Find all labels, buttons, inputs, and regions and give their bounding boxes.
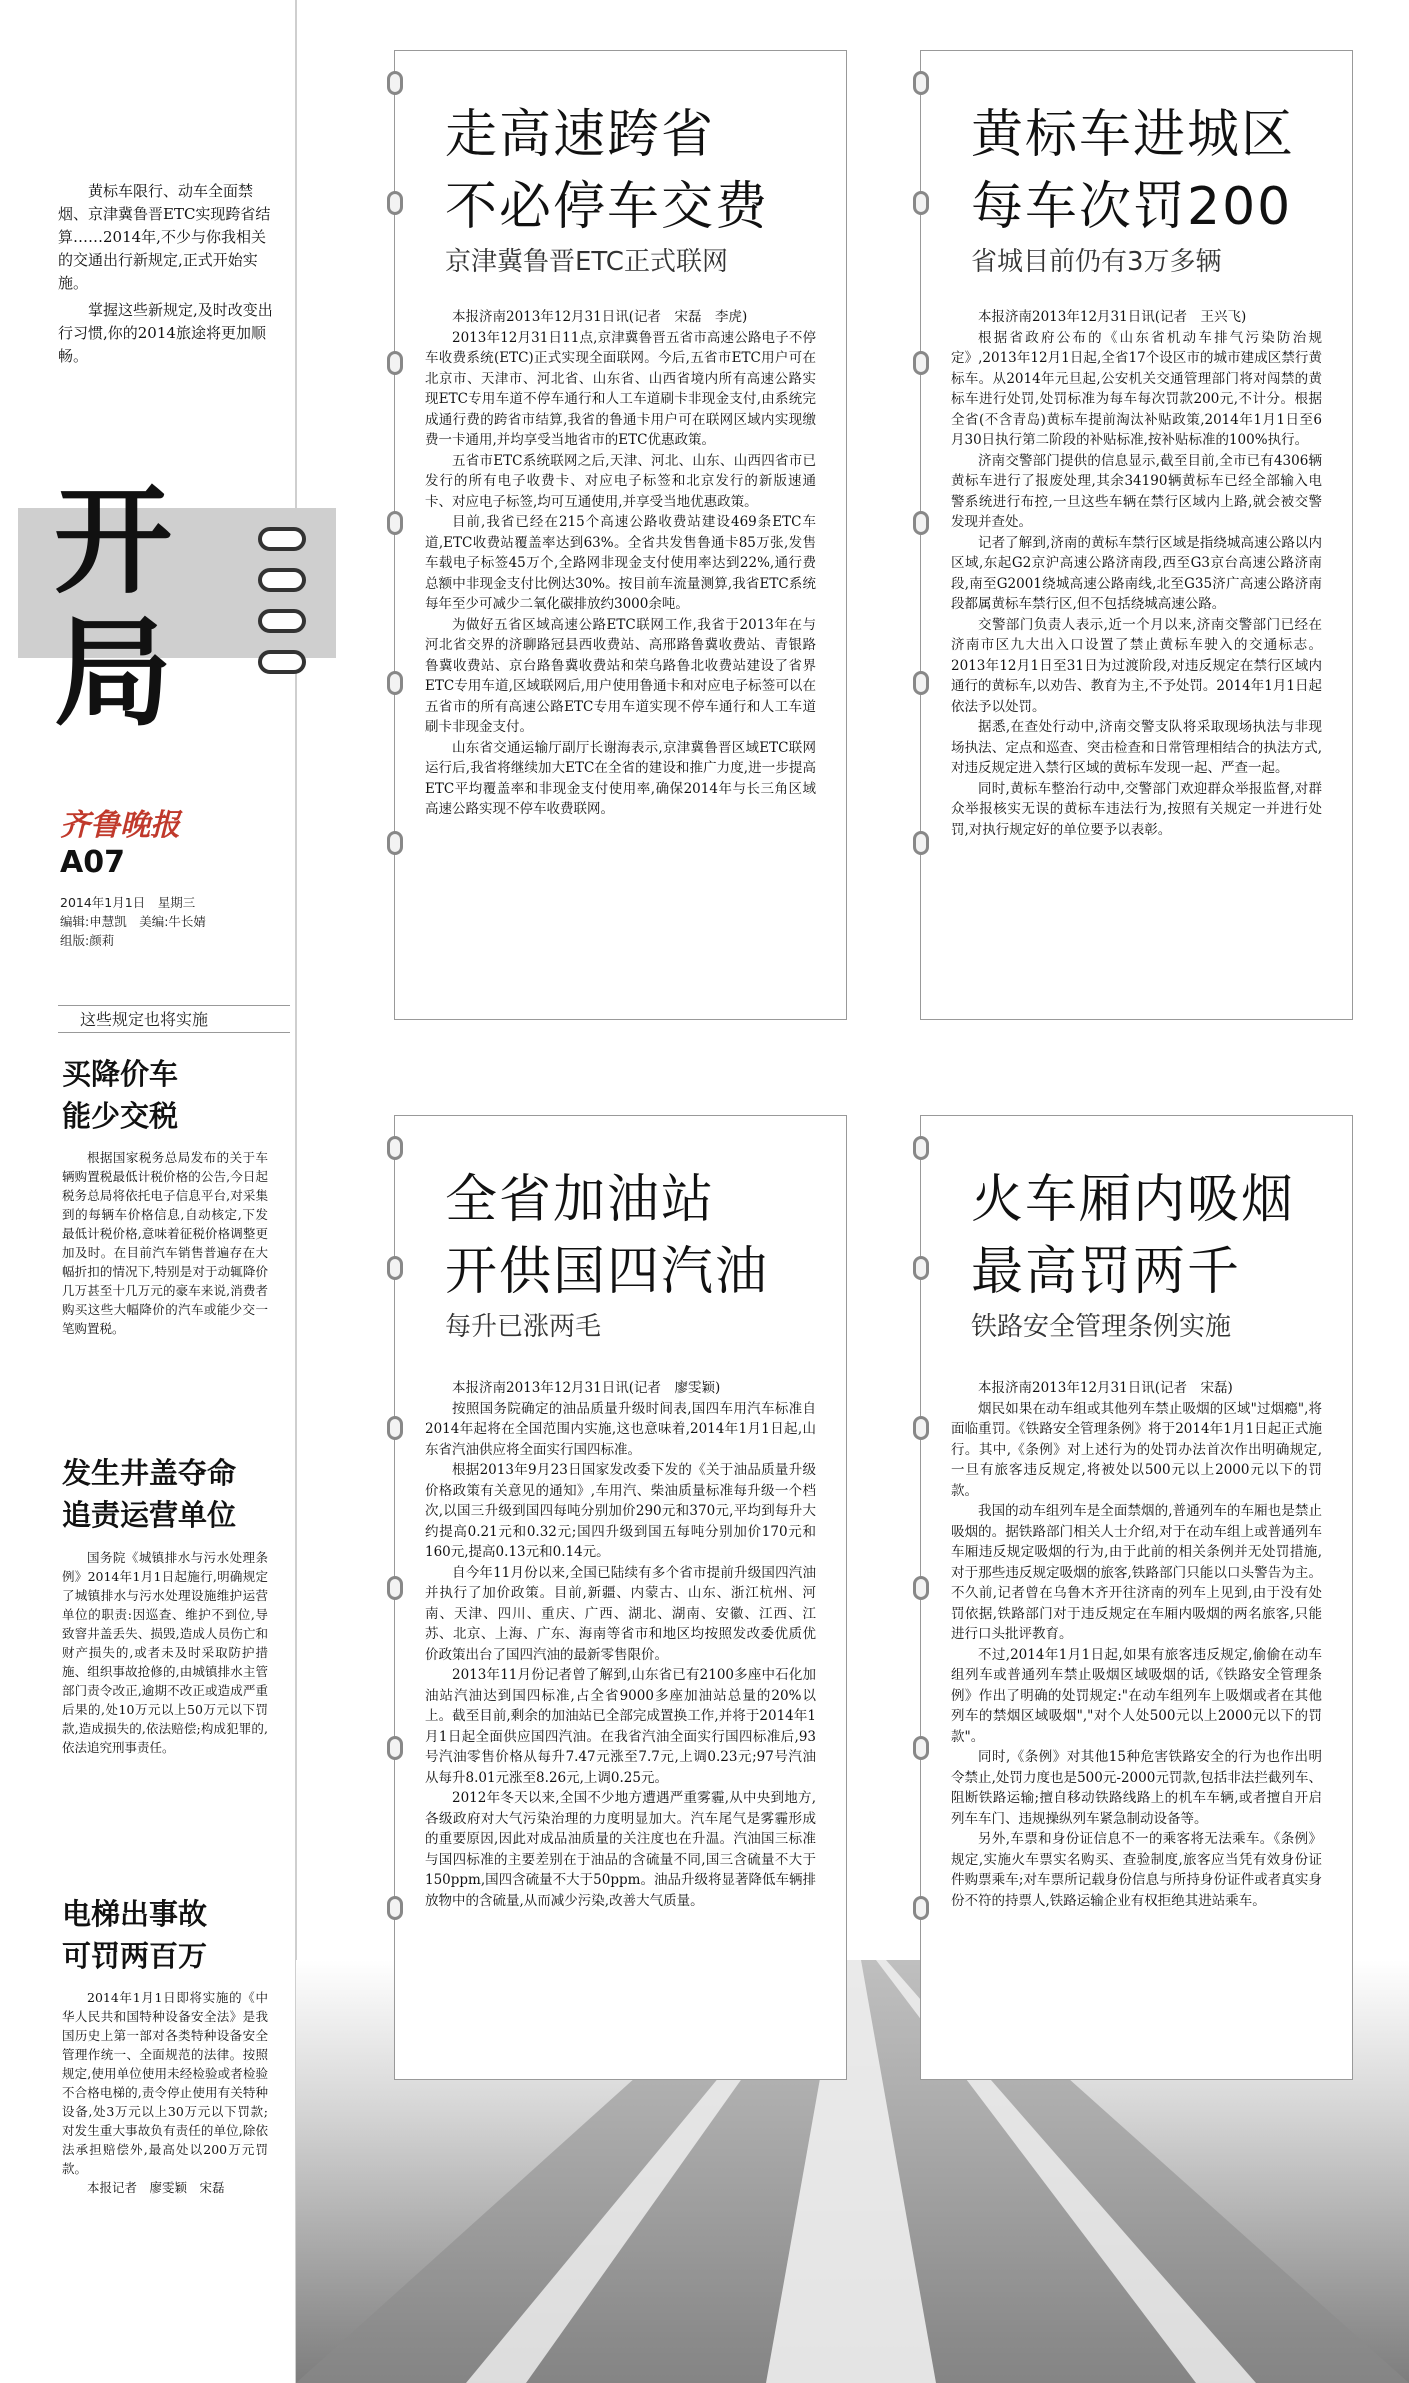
article-subtitle: 铁路安全管理条例实施 (971, 1312, 1232, 1342)
side-item-title-line: 发生井盖夺命 (62, 1456, 237, 1490)
binder-ring-icon (913, 1576, 929, 1600)
side-item-paragraph: 国务院《城镇排水与污水处理条例》2014年1月1日起施行,明确规定了城镇排水与污水处理设施维护运营单位的职责:因巡查、维护不到位,导致窨井盖丢失、损毁,造成人员伤亡和财产损失的,或者未及时采取防护措施、组织事故抢修的,由城镇排水主管部门责令改正,逾期不改正或造成严重后果的,处10万元以上50万元以下罚款,造成损失的,依法赔偿;构成犯罪的,依法追究刑事责任。 (62, 1550, 268, 1755)
binder-ring-icon (258, 527, 306, 551)
article-byline: 本报济南2013年12月31日讯(记者 王兴飞) (978, 309, 1247, 325)
page-code: A07 (60, 845, 125, 880)
article-subtitle: 省城目前仍有3万多辆 (971, 247, 1222, 277)
binder-ring-icon (913, 191, 929, 215)
binder-ring-icon (387, 511, 403, 535)
article-paragraph: 据悉,在查处行动中,济南交警支队将采取现场执法与非现场执法、定点和巡查、突击检查和日常管理相结合的执法方式,对违反规定进入禁行区域的黄标车发现一起、严查一起。 (951, 719, 1322, 776)
article-body (425, 307, 816, 820)
article-paragraph: 五省市ETC系统联网之后,天津、河北、山东、山西四省市已发行的所有电子收费卡、对应电子标签和北京发行的新版速通卡、对应电子标签,均可互通使用,并享受当地优惠政策。 (425, 452, 816, 510)
article-paragraph: 根据省政府公布的《山东省机动车排气污染防治规定》,2013年12月1日起,全省17个设区市的城市建成区禁行黄标车。从2014年元旦起,公安机关交通管理部门将对闯禁的黄标车进行处罚,处罚标准为每车每次罚款200元,不计分。根据全省(不含青岛)黄标车提前淘汰补贴政策,2014年1月1日至6月30日执行第二阶段的补贴标准,按补贴标准的100%执行。 (951, 329, 1322, 448)
article-title-line: 不必停车交费 (445, 177, 770, 237)
article-paragraph: 我国的动车组列车是全面禁烟的,普通列车的车厢也是禁止吸烟的。据铁路部门相关人士介绍,对于在动车组上或普通列车车厢违反规定吸烟的行为,由于此前的相关条例并无处罚措施,对于那些违反规定吸烟的旅客,铁路部门只能以口头警告为主。不久前,记者曾在乌鲁木齐开往济南的列车上见到,由于没有处罚依据,铁路部门对于违反规定在车厢内吸烟的两名旅客,只能进行口头批评教育。 (951, 1503, 1322, 1642)
side-item-title (62, 1893, 207, 1977)
article-paragraph: 自今年11月份以来,全国已陆续有多个省市提前升级国四汽油并执行了加价政策。目前,新疆、内蒙古、山东、浙江杭州、河南、天津、四川、重庆、广西、湖北、湖南、安徽、江西、江苏、北京、上海、广东、海南等省市和地区均按照发改委优质优价政策出台了国四汽油的最新零售限价。 (425, 1564, 816, 1663)
article-paragraph: 目前,我省已经在215个高速公路收费站建设469条ETC车道,ETC收费站覆盖率达到63%。全省共发售鲁通卡85万张,发售车载电子标签45万个,全路网非现金支付使用率达到22%,通行费总额中非现金支付比例达30%。按目前车流量测算,我省ETC系统每年至少可减少二氧化碳排放约3000余吨。 (425, 514, 816, 612)
article-paragraph: 山东省交通运输厅副厅长谢海表示,京津冀鲁晋区域ETC联网运行后,我省将继续加大ETC在全省的建设和推广力度,进一步提高ETC平均覆盖率和非现金支付使用率,确保2014年与长三角区域高速公路实现不停车收费联网。 (425, 739, 816, 817)
notice-header: 这些规定也将实施 (58, 1005, 290, 1033)
article-title-line: 最高罚两千 (971, 1242, 1242, 1302)
article-paragraph: 不过,2014年1月1日起,如果有旅客违反规定,偷偷在动车组列车或普通列车禁止吸烟区域吸烟的话,《铁路安全管理条例》作出了明确的处罚规定:"在动车组列车上吸烟或者在其他列车的禁烟区域吸烟","对个人处500元以上2000元以下的罚款"。 (951, 1646, 1322, 1745)
side-item-title-line: 追责运营单位 (62, 1498, 237, 1532)
editor-line: 编辑:申慧凯 美编:牛长婧 (60, 914, 206, 929)
binder-ring-icon (387, 671, 403, 695)
article-title (971, 99, 1295, 243)
date-line: 2014年1月1日 星期三 (60, 895, 196, 910)
binder-ring-icon (387, 71, 403, 95)
proof-line: 组版:颜莉 (60, 933, 115, 948)
article-byline: 本报济南2013年12月31日讯(记者 宋磊 李虎) (452, 309, 748, 325)
article-byline: 本报济南2013年12月31日讯(记者 宋磊) (978, 1380, 1233, 1396)
article-subtitle: 每升已涨两毛 (445, 1312, 602, 1342)
side-item-byline: 本报记者 廖雯颖 宋磊 (87, 2180, 225, 2195)
binder-ring-icon (387, 1576, 403, 1600)
side-item-title-line: 能少交税 (62, 1099, 179, 1133)
article-paragraph: 为做好五省区域高速公路ETC联网工作,我省于2013年在与河北省交界的济聊路冠县西收费站、高邢路鲁冀收费站、青银路鲁冀收费站、京台路鲁冀收费站和荣乌路鲁北收费站建设了省界ETC专用车道,区域联网后,用户使用鲁通卡和对应电子标签可以在五省市的所有高速公路ETC专用车道实现不停车通行和人工车道刷卡非现金支付。 (425, 616, 816, 735)
binder-ring-icon (913, 1736, 929, 1760)
binder-ring-icon (387, 1136, 403, 1160)
binder-ring-icon (387, 351, 403, 375)
article-paragraph: 济南交警部门提供的信息显示,截至目前,全市已有4306辆黄标车进行了报废处理,其余34190辆黄标车已经全部输入电警系统进行布控,一旦这些车辆在禁行区域内上路,就会被交警发现并查处。 (951, 452, 1322, 530)
intro-text (58, 180, 280, 372)
article-body (425, 1378, 816, 1911)
binder-ring-icon (913, 1256, 929, 1280)
article-title (445, 99, 769, 243)
side-item-title (62, 1452, 236, 1536)
article-title-line: 黄标车进城区 (971, 105, 1296, 165)
binder-ring-icon (387, 1896, 403, 1920)
article-paragraph: 记者了解到,济南的黄标车禁行区域是指绕城高速公路以内区域,东起G2京沪高速公路济南段,西至G3京台高速公路济南段,南至G2001绕城高速公路南线,北至G35济广高速公路济南段都属黄标车禁行区,但不包括绕城高速公路。 (951, 534, 1322, 612)
binder-ring-icon (258, 568, 306, 592)
binder-ring-icon (913, 1896, 929, 1920)
intro-paragraph: 黄标车限行、动车全面禁烟、京津冀鲁晋ETC实现跨省结算……2014年,不少与你我相关的交通出行新规定,正式开始实施。 (58, 182, 271, 292)
binder-ring-icon (387, 831, 403, 855)
article-paragraph: 另外,车票和身份证信息不一的乘客将无法乘车。《条例》规定,实施火车票实名购买、查验制度,旅客应当凭有效身份证件购票乘车;对车票所记载身份信息与所持身份证件或者真实身份不符的持票人,铁路运输企业有权拒绝其进站乘车。 (951, 1831, 1322, 1909)
article-title-line: 每车次罚200 (971, 177, 1293, 237)
article-paragraph: 2012年冬天以来,全国不少地方遭遇严重雾霾,从中央到地方,各级政府对大气污染治理的力度明显加大。汽车尾气是雾霾形成的重要原因,因此对成品油质量的关注度也在升温。汽油国三标准与国四标准的主要差别在于油品的含硫量不同,国三含硫量不大于150ppm,国四含硫量不大于50ppm。油品升级将显著降低车辆排放物中的含硫量,从而减少污染,改善大气质量。 (425, 1790, 816, 1909)
article-card (920, 1115, 1353, 2080)
article-card (394, 1115, 847, 2080)
article-paragraph: 根据2013年9月23日国家发改委下发的《关于油品质量升级价格政策有关意见的通知》,车用汽、柴油质量标准每升级一个档次,以国三升级到国四每吨分别加价290元和370元,平均到每升大约提高0.21元和0.32元;国四升级到国五每吨分别加价170元和160元,提高0.13元和0.14元。 (425, 1462, 816, 1560)
binder-ring-icon (913, 1136, 929, 1160)
binder-ring-icon (913, 351, 929, 375)
page-meta (60, 893, 290, 950)
article-paragraph: 同时,《条例》对其他15种危害铁路安全的行为也作出明令禁止,处罚力度也是500元-2000元罚款,包括非法拦截列车、阻断铁路运输;擅自移动铁路线路上的机车车辆,或者擅自开启列车车门、违规操纵列车紧急制动设备等。 (951, 1749, 1322, 1827)
article-paragraph: 交警部门负责人表示,近一个月以来,济南交警部门已经在济南市区九大出入口设置了禁止黄标车驶入的交通标志。2013年12月1日至31日为过渡阶段,对违反规定在禁行区域内通行的黄标车,以劝告、教育为主,不予处罚。2014年1月1日起依法予以处罚。 (951, 616, 1322, 715)
binder-ring-icon (387, 1736, 403, 1760)
binder-ring-icon (913, 511, 929, 535)
article-byline: 本报济南2013年12月31日讯(记者 廖雯颖) (452, 1380, 721, 1396)
side-item-body (62, 1988, 268, 2197)
article-title (445, 1164, 769, 1308)
binder-ring-icon (387, 191, 403, 215)
binder-ring-icon (258, 609, 306, 633)
side-item-title-line: 可罚两百万 (62, 1939, 208, 1973)
article-paragraph: 2013年12月31日11点,京津冀鲁晋五省市高速公路电子不停车收费系统(ETC)正式实现全面联网。今后,五省市ETC用户可在北京市、天津市、河北省、山东省、山西省境内所有高速公路实现ETC专用车道不停车通行和人工车道刷卡非现金支付,由系统完成通行费的跨省市结算,我省的鲁通卡用户可在联网区域内实现缴费一卡通用,并均享受当地省市的ETC优惠政策。 (425, 329, 816, 448)
side-item-paragraph: 2014年1月1日即将实施的《中华人民共和国特种设备安全法》是我国历史上第一部对各类特种设备安全管理作统一、全面规范的法律。按照规定,使用单位使用未经检验或者检验不合格电梯的,责令停止使用有关特种设备,处3万元以上30万元以下罚款;对发生重大事故负有责任的单位,除依法承担赔偿外,最高处以200万元罚款。 (62, 1990, 268, 2176)
article-body (951, 307, 1322, 840)
intro-paragraph: 掌握这些新规定,及时改变出行习惯,你的2014旅途将更加顺畅。 (58, 301, 273, 365)
side-item-body (62, 1148, 268, 1338)
binder-ring-icon (387, 1256, 403, 1280)
article-body (951, 1378, 1322, 1911)
side-item-title-line: 买降价车 (62, 1057, 179, 1091)
article-title-line: 火车厢内吸烟 (971, 1170, 1296, 1230)
binder-ring-icon (913, 1416, 929, 1440)
article-card (920, 50, 1353, 1020)
section-masthead: 开局 (54, 471, 169, 742)
article-paragraph: 烟民如果在动车组或其他列车禁止吸烟的区域"过烟瘾",将面临重罚。《铁路安全管理条例》将于2014年1月1日起正式施行。其中,《条例》对上述行为的处罚办法首次作出明确规定,一旦有旅客违反规定,将被处以500元以上2000元以下的罚款。 (951, 1400, 1322, 1499)
article-subtitle: 京津冀鲁晋ETC正式联网 (445, 247, 728, 277)
article-title-line: 开供国四汽油 (445, 1242, 770, 1302)
newspaper-logo: 齐鲁晚报 (60, 808, 180, 843)
article-card (394, 50, 847, 1020)
article-title-line: 全省加油站 (445, 1170, 716, 1230)
side-item-title (62, 1053, 178, 1137)
binder-ring-icon (258, 650, 306, 674)
side-item-paragraph: 根据国家税务总局发布的关于车辆购置税最低计税价格的公告,今日起税务总局将依托电子信息平台,对采集到的每辆车价格信息,自动核定,下发最低计税价格,意味着征税价格调整更加及时。在目前汽车销售普遍存在大幅折扣的情况下,特别是对于动辄降价几万甚至十几万元的豪车来说,消费者购买这些大幅降价的汽车或能少交一笔购置税。 (62, 1150, 268, 1336)
side-item-title-line: 电梯出事故 (62, 1897, 208, 1931)
article-title-line: 走高速跨省 (445, 105, 716, 165)
article-paragraph: 2013年11月份记者曾了解到,山东省已有2100多座中石化加油站汽油达到国四标准,占全省9000多座加油站总量的20%以上。截至目前,剩余的加油站已全部完成置换工作,并将于2014年1月1日起全面供应国四汽油。在我省汽油全面实行国四标准后,93号汽油零售价格从每升7.47元涨至7.7元,上调0.23元;97号汽油从每升8.01元涨至8.26元,上调0.25元。 (425, 1667, 816, 1786)
article-paragraph: 同时,黄标车整治行动中,交警部门欢迎群众举报监督,对群众举报核实无误的黄标车违法行为,按照有关规定一并进行处罚,对执行规定好的单位要予以表彰。 (951, 780, 1322, 838)
article-title (971, 1164, 1295, 1308)
article-paragraph: 按照国务院确定的油品质量升级时间表,国四车用汽车标准自2014年起将在全国范围内实施,这也意味着,2014年1月1日起,山东省汽油供应将全面实行国四标准。 (425, 1400, 816, 1458)
side-item-body (62, 1548, 268, 1757)
binder-ring-icon (913, 831, 929, 855)
binder-ring-icon (387, 1416, 403, 1440)
binder-ring-icon (913, 71, 929, 95)
binder-ring-icon (913, 671, 929, 695)
